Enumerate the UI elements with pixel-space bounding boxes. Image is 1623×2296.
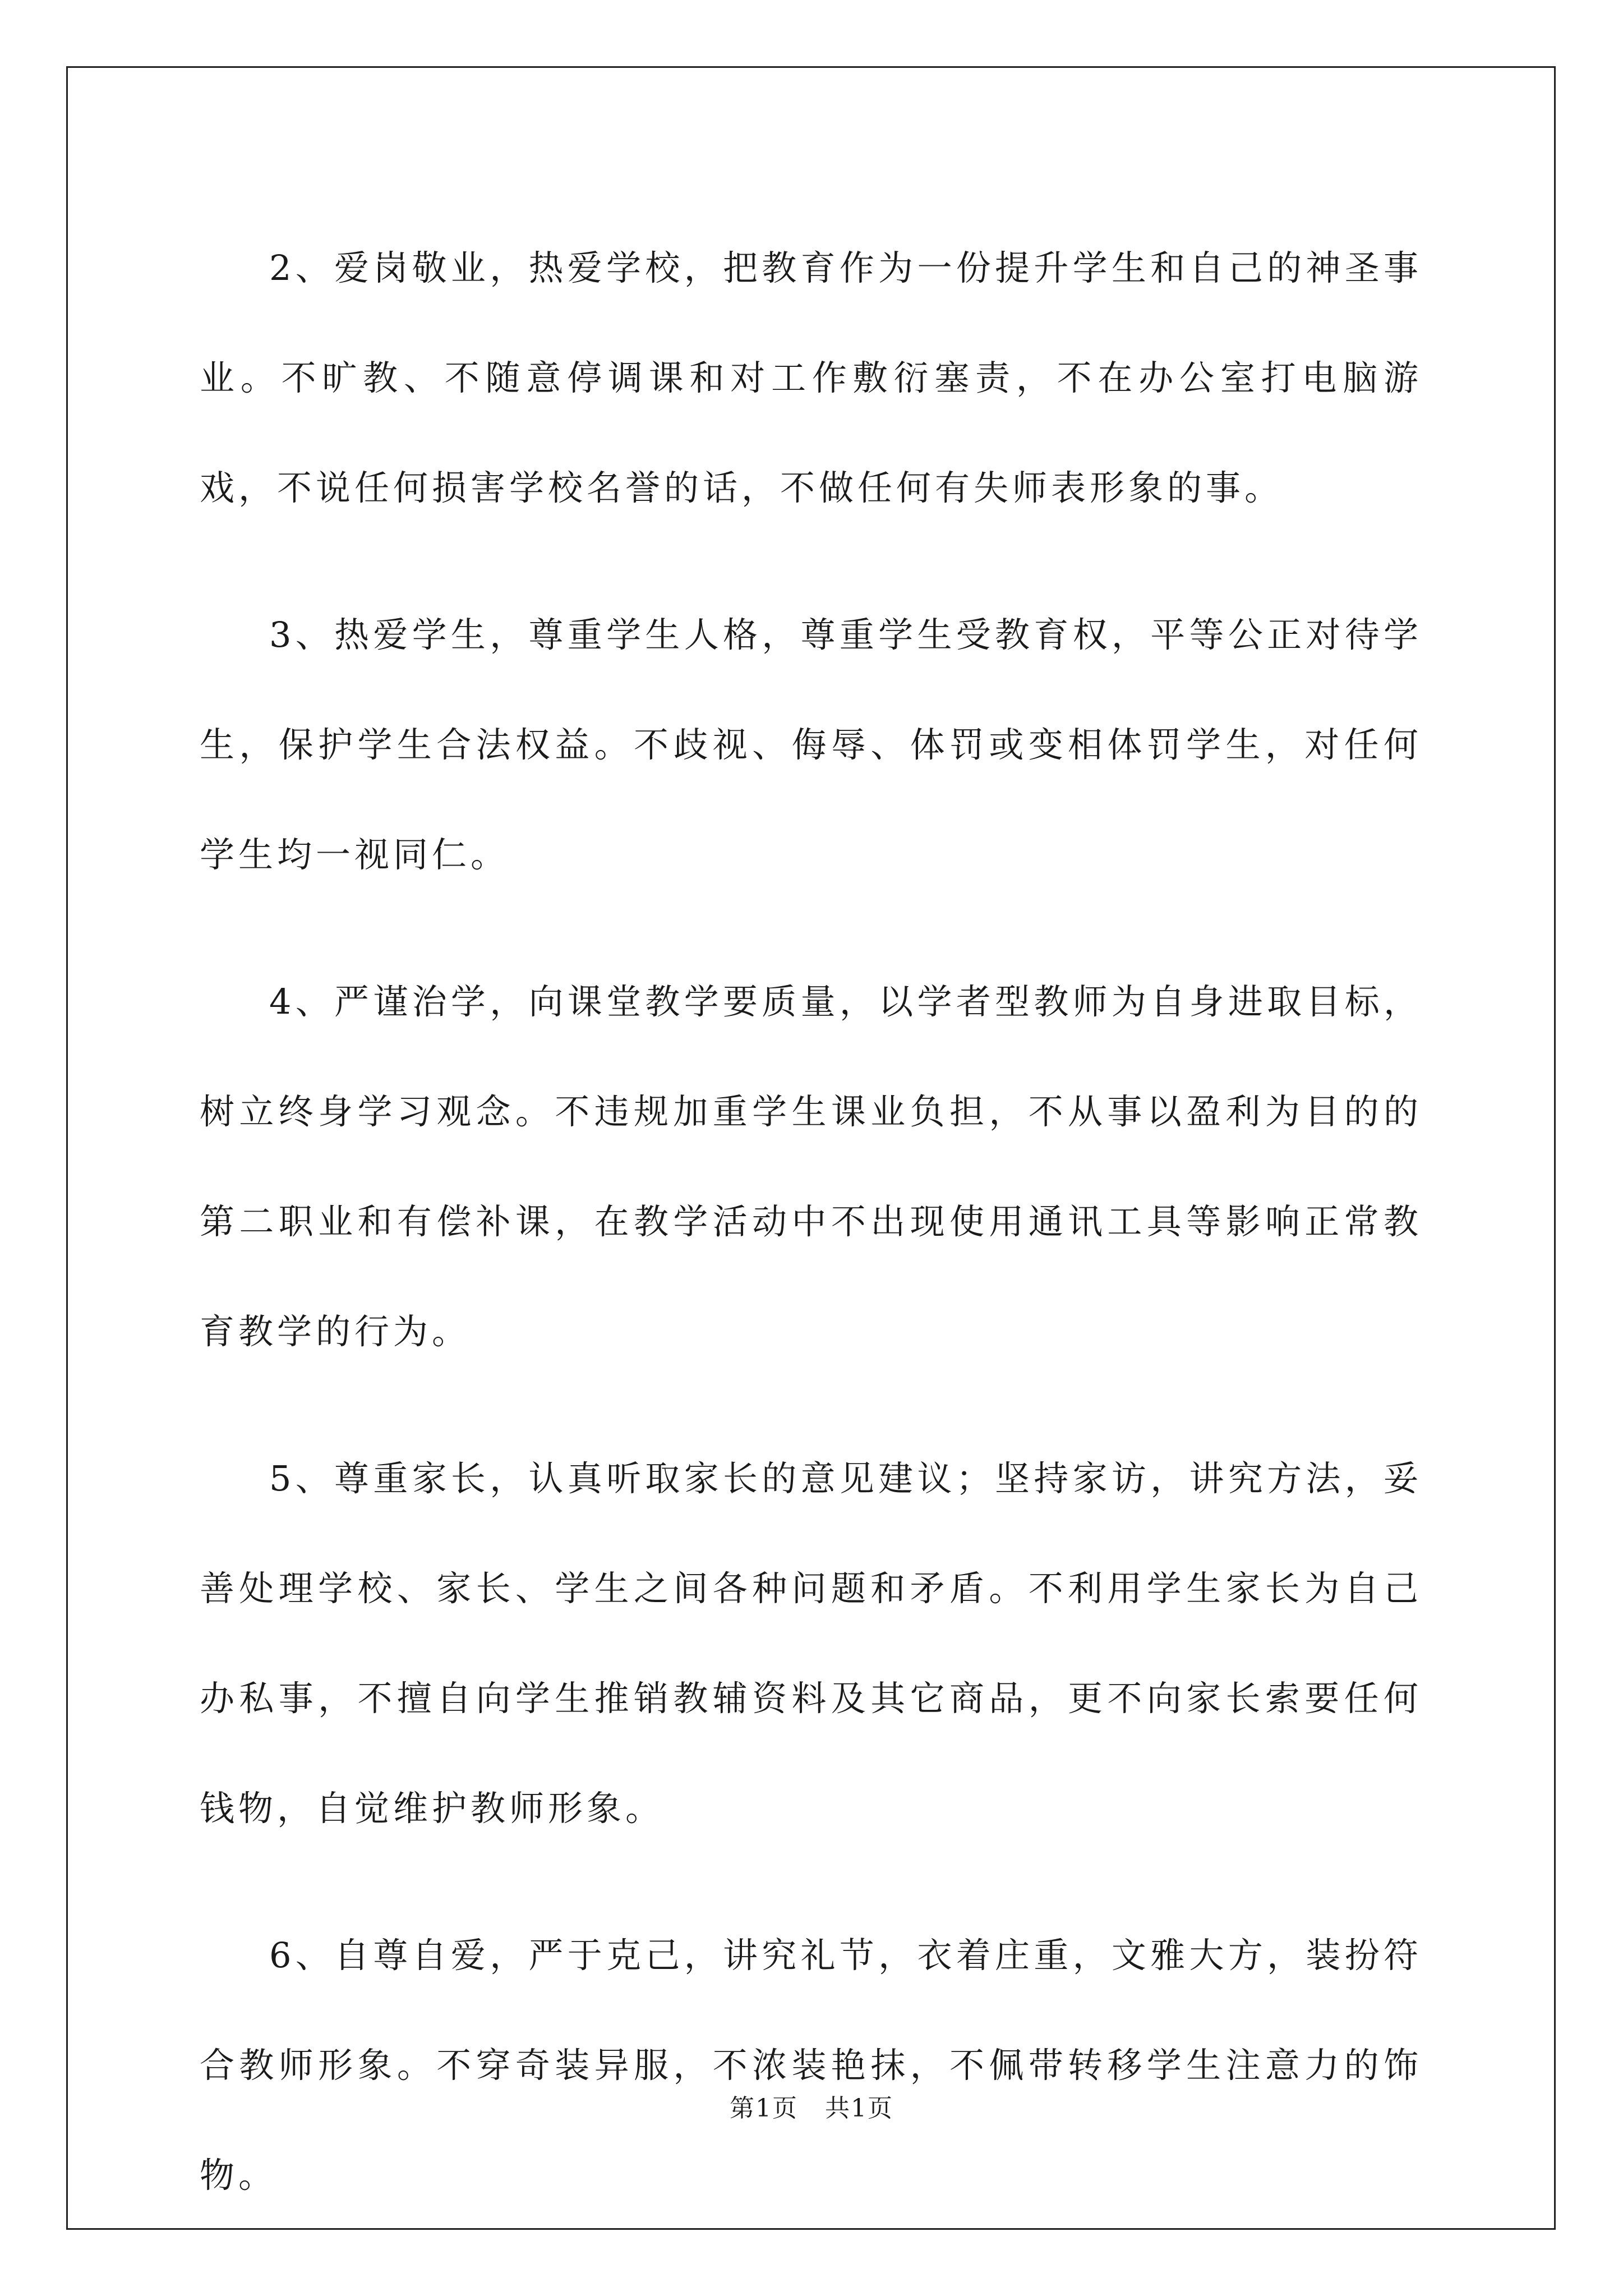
document-body xyxy=(200,213,1422,2267)
footer-spacer xyxy=(798,2094,825,2123)
page-number: 第1页 xyxy=(730,2094,799,2123)
page-total: 共1页 xyxy=(824,2094,893,2123)
paragraph-3: 3、热爱学生，尊重学生人格，尊重学生受教育权，平等公正对待学生，保护学生合法权益。不歧视、侮辱、体罚或变相体罚学生，对任何学生均一视同仁。 xyxy=(200,614,1422,875)
paragraph-2: 2、爱岗敬业，热爱学校，把教育作为一份提升学生和自己的神圣事业。不旷教、不随意停调课和对工作敷衍塞责，不在办公室打电脑游戏，不说任何损害学校名誉的话，不做任何有失师表形象的事。 xyxy=(200,247,1422,508)
paragraph-4: 4、严谨治学，向课堂教学要质量，以学者型教师为自身进取目标，树立终身学习观念。不违规加重学生课业负担，不从事以盈利为目的的第二职业和有偿补课，在教学活动中不出现使用通讯工具等影响正常教育教学的行为。 xyxy=(200,981,1422,1352)
paragraph-5: 5、尊重家长，认真听取家长的意见建议；坚持家访，讲究方法，妥善处理学校、家长、学生之间各种问题和矛盾。不利用学生家长为自己办私事，不擅自向学生推销教辅资料及其它商品，更不向家长索要任何钱物，自觉维护教师形象。 xyxy=(200,1458,1422,1829)
page-footer xyxy=(0,2088,1623,2124)
paragraph-6: 6、自尊自爱，严于克己，讲究礼节，衣着庄重，文雅大方，装扮符合教师形象。不穿奇装异服，不浓装艳抹，不佩带转移学生注意力的饰物。 xyxy=(200,1935,1422,2196)
